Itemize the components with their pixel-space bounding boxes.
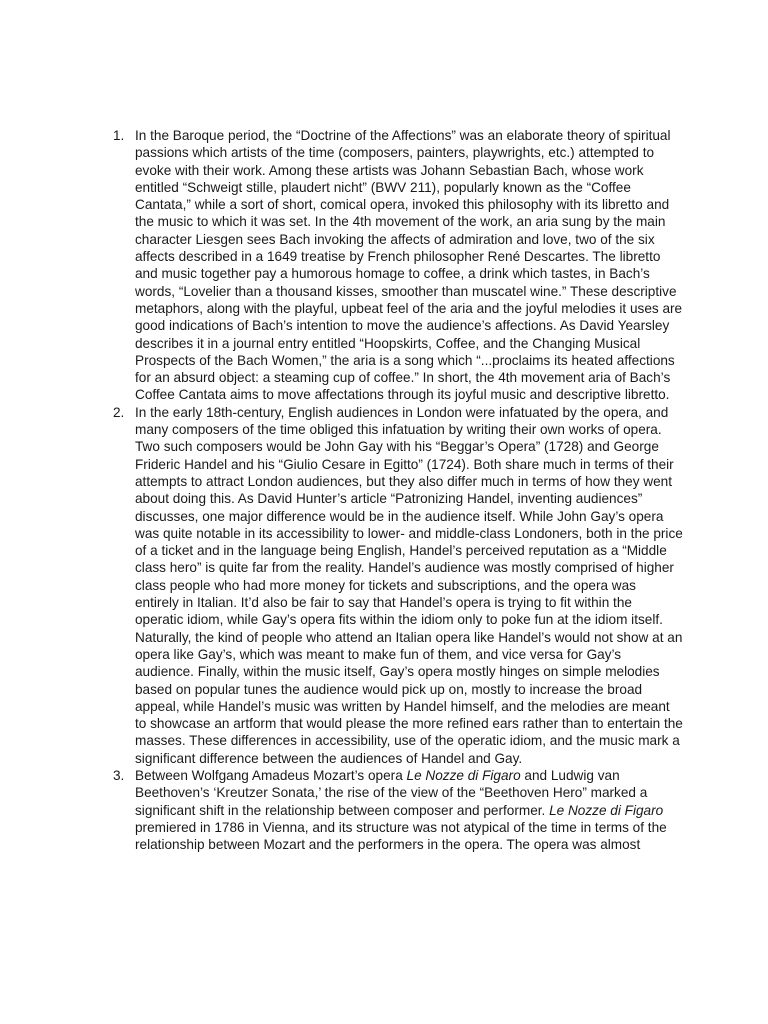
text-segment: premiered in 1786 in Vienna, and its structure was not atypical of the time in terms of the relationship between Mozart and the performers in the opera. The opera was almost [135, 819, 667, 853]
text-segment: Between Wolfgang Amadeus Mozart’s opera [135, 767, 407, 783]
list-item-text [135, 404, 683, 767]
text-segment: and Ludwig van Beethoven’s ‘Kreutzer Sonata,’ the rise of the view of the “Beethoven Hero” marked a significant shift in the relationship between composer and performer. [135, 767, 648, 818]
list-item-number: 3. [113, 767, 125, 783]
opera-title-italic: Le Nozze di Figaro [406, 767, 521, 783]
list-item-number: 1. [113, 128, 125, 143]
text-segment: In the Baroque period, the “Doctrine of the Affections” was an elaborate theory of spiritual passions which artists of the time (composers, painters, playwrights, etc.) attempted to evoke with their work. Among these artists was Johann Sebastian Bach, whose work entitled “Schweigt stille, plaudert nicht” (BWV 211), popularly known as the “Coffee Cantata,” while a sort of short, comical opera, invoked this philosophy with its libretto and the music to which it was set. In the 4th movement of the work, an aria sung by the main character Liesgen sees Bach invoking the affects of admiration and love, two of the six affects described in a 1649 treatise by French philosopher René Descartes. The libretto and music together pay a humorous homage to coffee, a drink which tastes, in Bach’s words, “Lovelier than a thousand kisses, smoother than muscatel wine.” These descriptive metaphors, along with the playful, upbeat feel of the aria and the joyful melodies it uses are good indications of Bach’s intention to move the audience’s affections. As David Yearsley describes it in a journal entry entitled “Hoopskirts, Coffee, and the Changing Musical Prospects of the Bach Women,” the aria is a song which “...proclaims its heated affections for an absurd object: a steaming cup of coffee.” In short, the 4th movement aria of Bach’s Coffee Cantata aims to move affectations through its joyful music and descriptive libretto. [135, 128, 683, 403]
essay-answer-list [113, 127, 683, 853]
list-item-text [135, 767, 683, 853]
list-item [113, 127, 683, 404]
opera-title-italic: Le Nozze di Figaro [549, 802, 664, 818]
list-item [113, 404, 683, 767]
text-segment: In the early 18th-century, English audiences in London were infatuated by the opera, and many composers of the time obliged this infatuation by writing their own works of opera. Two such composers would be John Gay with his “Beggar’s Opera” (1728) and George Frideric Handel and his “Giulio Cesare in Egitto” (1724). Both share much in terms of their attempts to attract London audiences, but they also differ much in terms of how they went about doing this. As David Hunter’s article “Patronizing Handel, inventing audiences” discusses, one major difference would be in the audience itself. While John Gay’s opera was quite notable in its accessibility to lower- and middle-class Londoners, both in the price of a ticket and in the language being English, Handel’s perceived reputation as a “Middle class hero” is quite far from the reality. Handel’s audience was mostly comprised of higher class people who had more money for tickets and subscriptions, and the opera was entirely in Italian. It’d also be fair to say that Handel’s opera is trying to fit within the operatic idiom, while Gay’s opera fits within the idiom only to poke fun at the idiom itself. Naturally, the kind of people who attend an Italian opera like Handel’s would not show at an opera like Gay’s, which was meant to make fun of them, and vice versa for Gay’s audience. Finally, within the music itself, Gay’s opera mostly hinges on simple melodies based on popular tunes the audience would pick up on, mostly to increase the broad appeal, while Handel’s music was written by Handel himself, and the melodies are meant to showcase an artform that would please the more refined ears rather than to entertain the masses. These differences in accessibility, use of the operatic idiom, and the music mark a significant difference between the audiences of Handel and Gay. [135, 404, 683, 766]
list-item-text [135, 127, 683, 404]
list-item-number: 2. [113, 404, 125, 420]
list-item [113, 767, 683, 853]
